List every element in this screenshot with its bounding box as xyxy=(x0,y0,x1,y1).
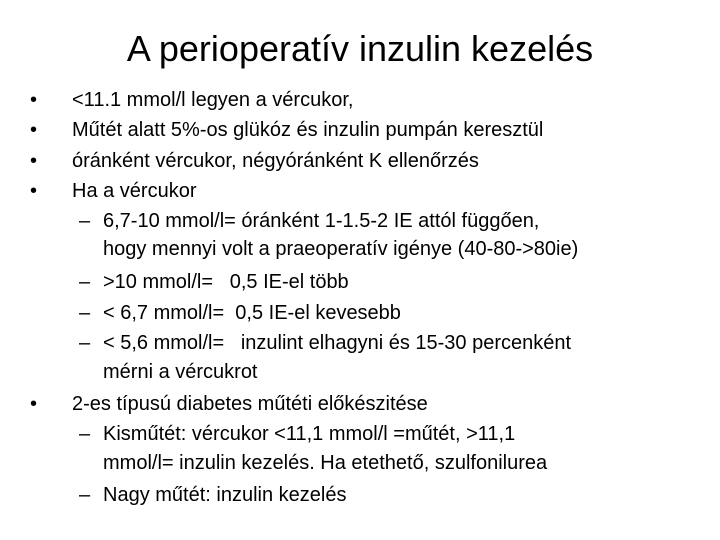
bullet-marker: • xyxy=(30,119,38,141)
subbullet-line-1-cont: hogy mennyi volt a praeoperatív igénye (40-80->80ie) xyxy=(103,238,579,260)
dash-marker: – xyxy=(79,484,91,506)
subbullet-line-4: < 5,6 mmol/l= inzulint elhagyni és 15-30 percenként xyxy=(103,332,572,354)
dash-marker: – xyxy=(79,271,91,293)
bullet-marker: • xyxy=(30,180,38,202)
bullet-line-3: óránként vércukor, négyóránként K ellenőrzés xyxy=(72,150,479,172)
subbullet-line-6: Nagy műtét: inzulin kezelés xyxy=(103,484,347,506)
bullet-line-5: 2-es típusú diabetes műtéti előkészitése xyxy=(72,393,428,415)
slide-title: A perioperatív inzulin kezelés xyxy=(126,28,594,69)
subbullet-line-1: 6,7-10 mmol/l= óránként 1-1.5-2 IE attól függően, xyxy=(103,210,540,232)
subbullet-line-3: < 6,7 mmol/l= 0,5 IE-el kevesebb xyxy=(103,302,401,324)
bullet-marker: • xyxy=(30,89,38,111)
bullet-marker: • xyxy=(30,150,38,172)
subbullet-line-5-cont: mmol/l= inzulin kezelés. Ha etethető, szulfonilurea xyxy=(103,452,548,474)
subbullet-line-5: Kisműtét: vércukor <11,1 mmol/l =műtét, >11,1 xyxy=(103,423,516,445)
bullet-line-4: Ha a vércukor xyxy=(72,180,197,202)
dash-marker: – xyxy=(79,423,91,445)
bullet-marker: • xyxy=(30,393,38,415)
dash-marker: – xyxy=(79,332,91,354)
dash-marker: – xyxy=(79,210,91,232)
subbullet-line-4-cont: mérni a vércukrot xyxy=(103,361,258,383)
dash-marker: – xyxy=(79,302,91,324)
bullet-line-1: <11.1 mmol/l legyen a vércukor, xyxy=(72,89,354,111)
subbullet-line-2: >10 mmol/l= 0,5 IE-el több xyxy=(103,271,349,293)
bullet-line-2: Műtét alatt 5%-os glükóz és inzulin pumpán keresztül xyxy=(72,119,544,141)
